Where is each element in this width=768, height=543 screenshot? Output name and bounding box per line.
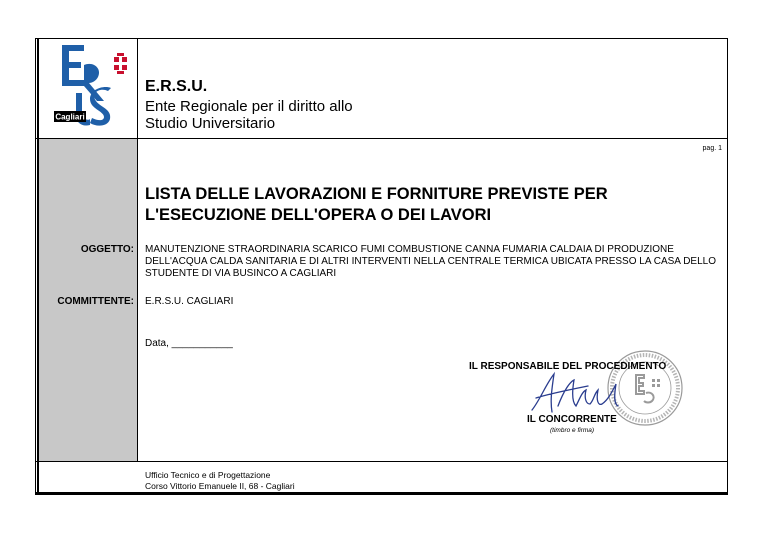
ersu-logo (54, 43, 134, 129)
responsabile-label: IL RESPONSABILE DEL PROCEDIMENTO (469, 361, 667, 372)
logo-city-text: Cagliari (55, 112, 85, 122)
document-title: LISTA DELLE LAVORAZIONI E FORNITURE PREVISTE PER L'ESECUZIONE DELL'OPERA O DEI LAVORI (145, 185, 608, 224)
stamp-signature-note: (timbro e firma) (550, 427, 595, 434)
footer-address: Corso Vittorio Emanuele II, 68 - Cagliari (145, 481, 295, 491)
org-subtitle-line2: Studio Universitario (145, 115, 276, 132)
org-subtitle-line1: Ente Regionale per il diritto allo (145, 98, 353, 115)
footer-divider (36, 461, 727, 462)
logo-red-cross (114, 53, 127, 74)
oggetto-label: OGGETTO: (80, 244, 134, 255)
logo-letter-s (90, 87, 111, 126)
frame-left-accent (37, 38, 39, 495)
logo-letter-e (62, 45, 84, 86)
date-field: Data, ___________ (145, 338, 233, 349)
committente-value: E.R.S.U. CAGLIARI (145, 296, 234, 307)
stamp-cross (652, 379, 660, 387)
header-divider (36, 138, 727, 139)
page-number: pag. 1 (702, 145, 722, 152)
committente-label: COMMITTENTE: (57, 296, 134, 307)
sidebar-divider (137, 39, 138, 461)
handwritten-signature (528, 370, 648, 416)
org-name: E.R.S.U. (145, 78, 208, 95)
concorrente-label: IL CONCORRENTE (527, 414, 617, 425)
footer-office: Ufficio Tecnico e di Progettazione (145, 470, 271, 480)
oggetto-value: MANUTENZIONE STRAORDINARIA SCARICO FUMI COMBUSTIONE CANNA FUMARIA CALDAIA DI PRODUZIONE DELL'ACQUA CALDA SANITARIA E DI ALTRI INTERVENTI NELLA CENTRALE TERMICA UBICATA PRESSO LA CASA DELLO STUDENTE DI VIA BUSINCO A CAGLIARI (145, 244, 716, 279)
